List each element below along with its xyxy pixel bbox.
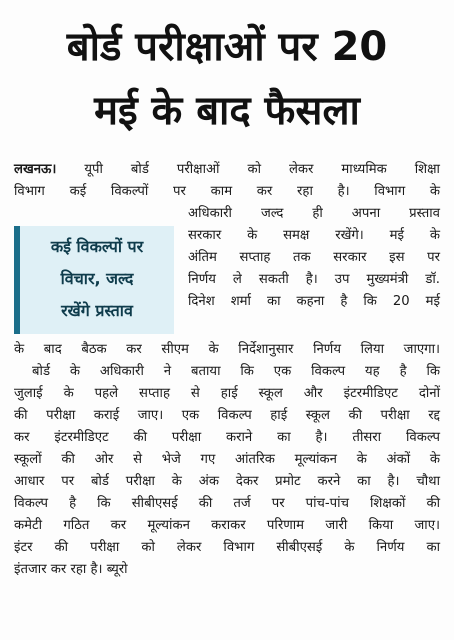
article-line: स्कूलों की ओर से भेजे गए आंतरिक मूल्यांकन के अंकों के <box>14 452 440 467</box>
article-line: अंतिम सप्ताह तक सरकार इस पर <box>188 250 440 265</box>
pull-quote-line-3: रखेंगे प्रस्ताव <box>61 301 133 320</box>
article-dateline: लखनऊ। <box>14 162 57 177</box>
headline-line-2: मई के बाद फैसला <box>94 88 360 134</box>
article-line: कमेटी गठित कर मूल्यांकन कराकर परिणाम जारी किया जाए। <box>14 518 440 533</box>
article-line: इंटर की परीक्षा को लेकर विभाग सीबीएसई के निर्णय का <box>14 540 440 555</box>
article-line: दिनेश शर्मा का कहना है कि 20 मई <box>188 294 440 309</box>
article-line: जुलाई के पहले सप्ताह से हाई स्कूल और इंटरमीडिएट दोनों <box>14 386 440 401</box>
pull-quote-line-2: विचार, जल्द <box>60 269 134 288</box>
article-line: सरकार के समक्ष रखेंगे। मई के <box>188 228 440 243</box>
article-line <box>14 160 440 180</box>
pull-quote-box <box>14 226 174 334</box>
article-line: कर इंटरमीडिएट की परीक्षा कराने का है। तीसरा विकल्प <box>14 430 440 445</box>
article-line-text: यूपी बोर्ड परीक्षाओं को लेकर माध्यमिक शिक्षा <box>84 162 440 177</box>
article-line: विकल्प है कि सीबीएसई की तर्ज पर पांच-पांच शिक्षकों की <box>14 496 440 511</box>
article-line: की परीक्षा कराई जाए। एक विकल्प हाई स्कूल की परीक्षा रद्द <box>14 408 440 423</box>
pull-quote-line-1: कई विकल्पों पर <box>50 237 144 256</box>
headline-line-1: बोर्ड परीक्षाओं पर 20 <box>66 24 388 70</box>
article-line: के बाद बैठक कर सीएम के निर्देशानुसार निर्णय लिया जाएगा। <box>14 342 440 357</box>
article-line: निर्णय ले सकती है। उप मुख्यमंत्री डॉ. <box>188 272 440 287</box>
article-line: इंतजार कर रहा है। ब्यूरो <box>14 562 128 577</box>
article-line: बोर्ड के अधिकारी ने बताया कि एक विकल्प यह है कि <box>32 364 440 379</box>
article-line: विभाग कई विकल्पों पर काम कर रहा है। विभाग के <box>14 184 440 199</box>
article-line: अधिकारी जल्द ही अपना प्रस्ताव <box>188 206 440 221</box>
article-line: आधार पर बोर्ड परीक्षा के अंक देकर प्रमोट करने का है। चौथा <box>14 474 440 489</box>
